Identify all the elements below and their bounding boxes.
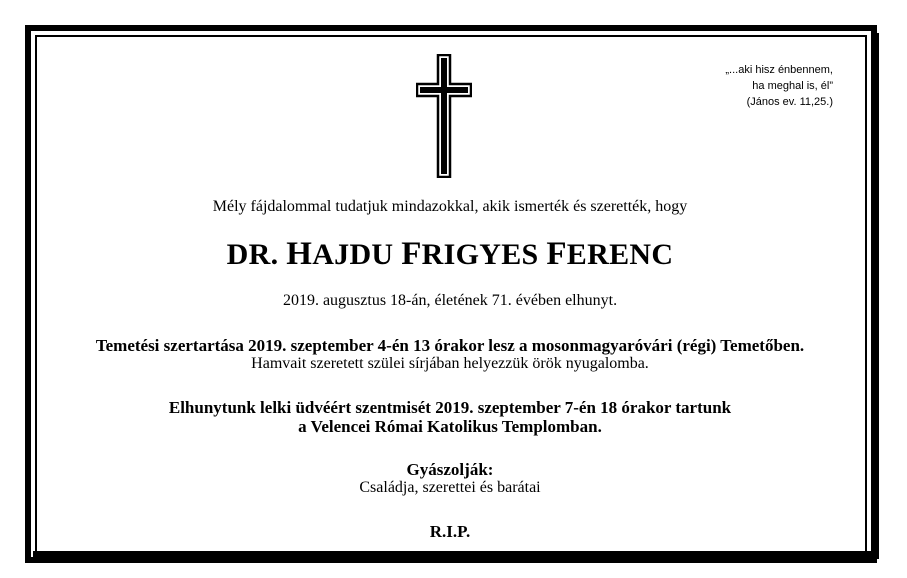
quote-line-2: ha meghal is, él”	[752, 80, 833, 92]
name-part: ERENC	[566, 238, 674, 271]
name-initial: H	[286, 236, 313, 272]
name-part: RIGYES	[421, 238, 539, 271]
ashes-text: Hamvait szeretett szülei sírjában helyezzük örök nyugalomba.	[251, 355, 649, 372]
name-prefix: DR.	[226, 238, 279, 271]
cross-icon	[416, 54, 472, 178]
intro-text: Mély fájdalommal tudatjuk mindazokkal, akik ismerték és szerették, hogy	[212, 198, 688, 215]
mass-text-line-2: a Velencei Római Katolikus Templomban.	[298, 417, 602, 436]
name-initial: F	[401, 236, 422, 272]
deceased-name	[37, 236, 863, 273]
quote-line-3: (János ev. 11,25.)	[746, 96, 833, 108]
name-initial: F	[546, 236, 567, 272]
death-date-text: 2019. augusztus 18-án, életének 71. évében elhunyt.	[282, 292, 618, 309]
rip-text: R.I.P.	[429, 522, 471, 541]
mourners-text: Családja, szerettei és barátai	[359, 479, 541, 496]
mourners-title: Gyászolják:	[406, 460, 494, 479]
quote-line-1: „...aki hisz énbennem,	[725, 64, 833, 76]
mass-text-line-1: Elhunytunk lelki üdvéért szentmisét 2019. szeptember 7-én 18 órakor tartunk	[168, 398, 732, 417]
funeral-text: Temetési szertartása 2019. szeptember 4-én 13 órakor lesz a mosonmagyaróvári (régi) Temetőben.	[95, 336, 805, 355]
bible-quote	[725, 62, 833, 110]
name-part: AJDU	[312, 238, 394, 271]
